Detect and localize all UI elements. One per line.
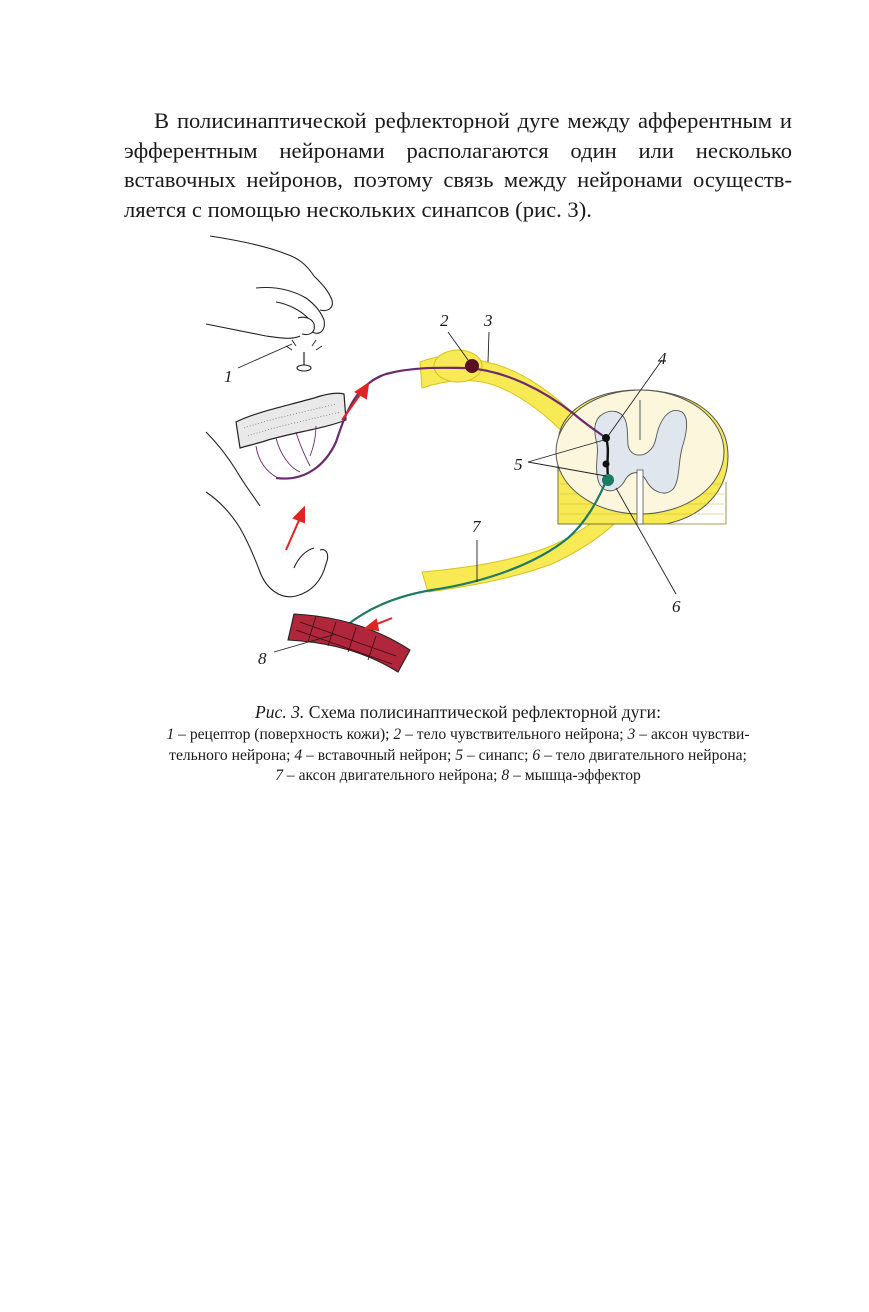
legend-entry: 6 – тело двигательного нейрона;: [532, 746, 747, 764]
reflex-arc-figure: [196, 232, 744, 680]
sensory-neuron-body: [465, 359, 479, 373]
legend-entry: 4 – вставочный нейрон;: [294, 746, 456, 764]
legend-entry: 5 – синапс;: [455, 746, 533, 764]
figure-label: 4: [658, 349, 667, 368]
arrow-icon: [286, 518, 300, 550]
arrow-icon: [294, 508, 304, 522]
spinal-cord: [556, 390, 728, 524]
figure-caption: [120, 700, 796, 787]
figure-label: 3: [484, 311, 493, 330]
figure-label: 5: [514, 455, 523, 474]
figure-label: 2: [440, 311, 449, 330]
synapse-dot: [603, 461, 610, 468]
legend-entry: 3 – аксон чувстви-: [627, 726, 750, 743]
legend-entry: 2 – тело чувствительного нейрона;: [393, 726, 628, 743]
caption-title: Схема полисинаптической рефлекторной дуги:: [308, 702, 661, 722]
figure-label: 7: [472, 517, 481, 536]
legend-entry: 7 – аксон двигательного нейрона;: [275, 767, 502, 784]
skin-section: [236, 393, 346, 478]
figure-label: 8: [258, 649, 267, 668]
arrow-icon: [366, 620, 378, 630]
figure-label: 1: [224, 367, 233, 386]
reflex-arc-diagram: [196, 232, 744, 680]
caption-prefix: Рис. 3.: [254, 702, 305, 722]
caption-legend-line: [120, 746, 796, 767]
caption-legend-line: [120, 725, 796, 746]
caption-legend-line: [120, 766, 796, 787]
figure-label: 6: [672, 597, 681, 616]
legend-entry: 8 – мышца-эффектор: [501, 767, 641, 784]
legend-entry: тельного нейрона;: [169, 746, 295, 764]
legend-entry: 1 – рецептор (поверхность кожи);: [166, 726, 394, 743]
caption-title-line: [120, 700, 796, 724]
body-paragraph: В полисинаптической рефлекторной дуге между афферентным и эфферентным нейронами располагаются один или несколько вставочных нейронов, поэтому связь между нейронами осуществ-ляется с помощью нескольких синапсов (рис. 3).: [124, 108, 792, 222]
